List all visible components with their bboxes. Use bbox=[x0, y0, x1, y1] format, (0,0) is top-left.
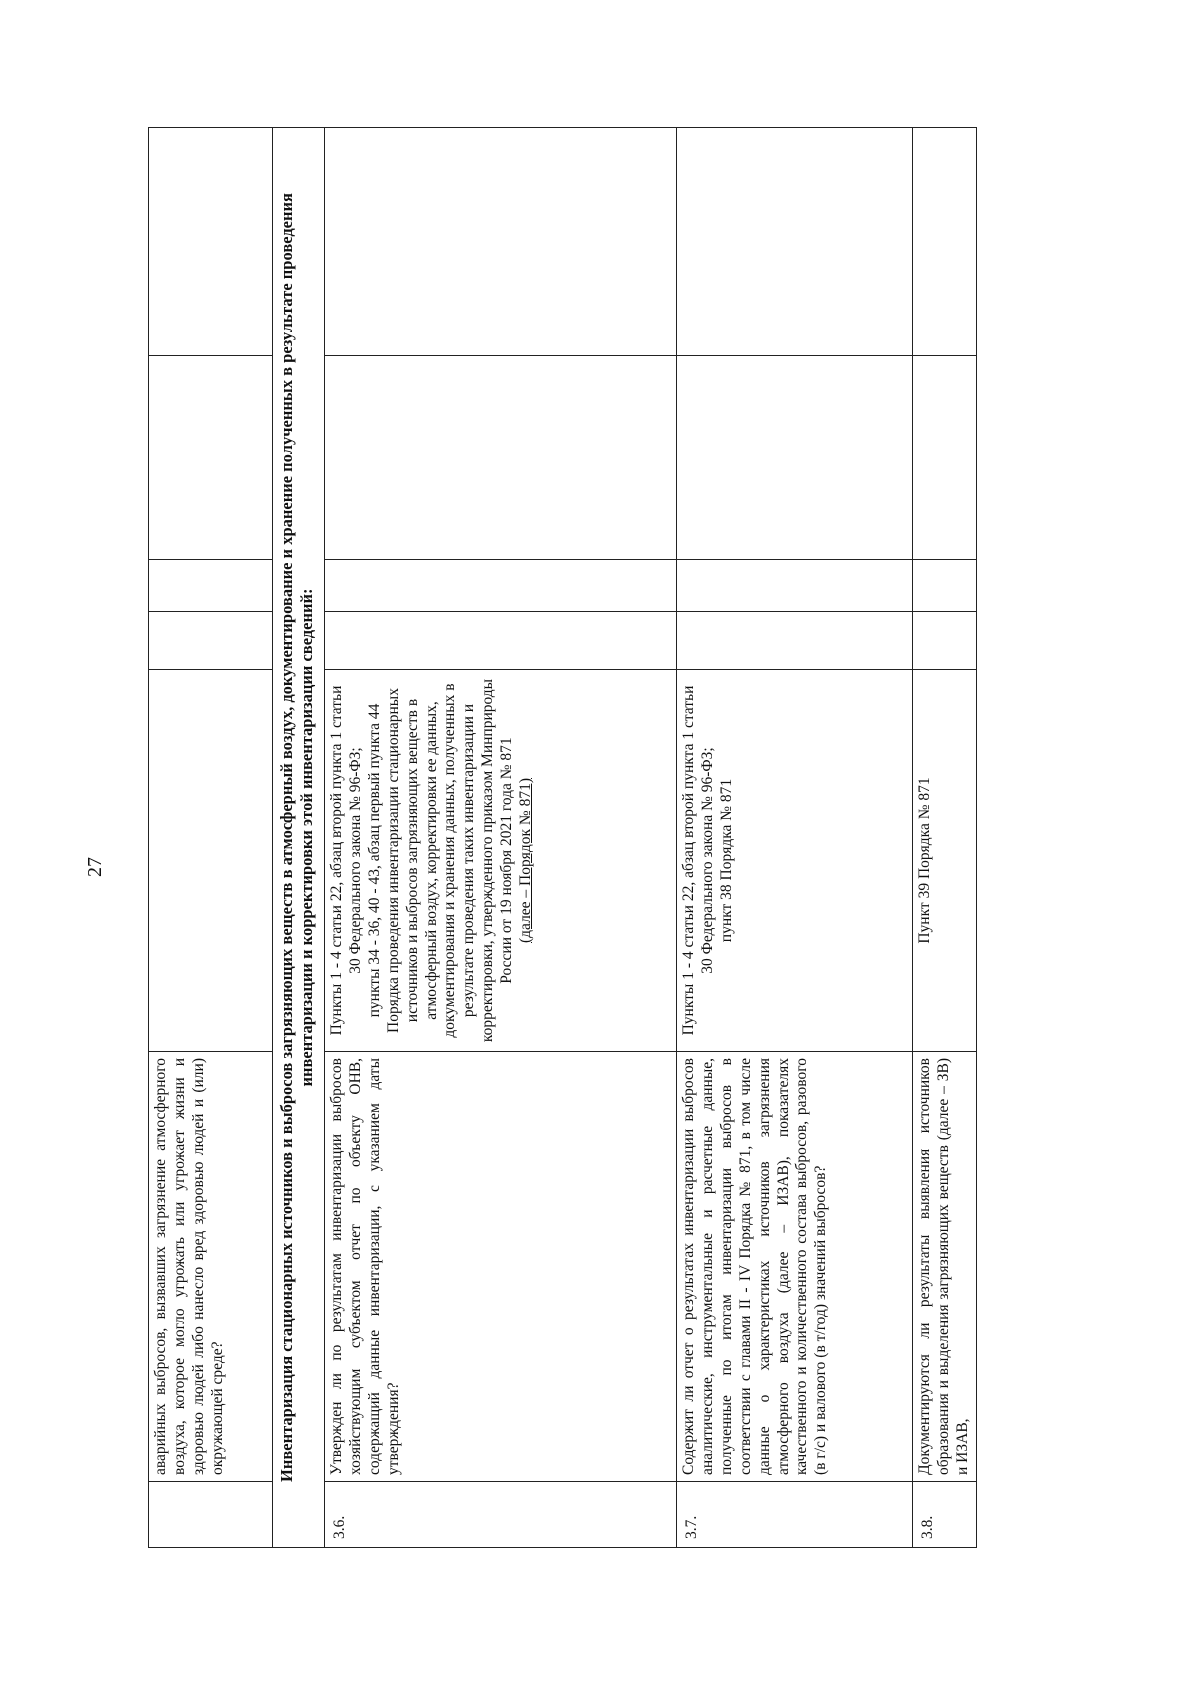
cell-empty bbox=[913, 128, 977, 356]
cell-empty bbox=[913, 612, 977, 670]
cell-empty bbox=[149, 560, 273, 612]
reference-line: пункт 38 Порядка № 871 bbox=[717, 778, 735, 943]
table-row-continuation bbox=[149, 128, 273, 1548]
row-number: 3.7. bbox=[677, 1482, 913, 1548]
section-heading: Инвентаризация стационарных источников и выбросов загрязняющих веществ в атмосферный воздух, документирование и хранение полученных в результате проведения инвентаризации и корректировки этой инвентаризации сведений: bbox=[273, 128, 325, 1548]
section-heading-row bbox=[273, 128, 325, 1548]
cell-empty bbox=[677, 612, 913, 670]
checklist-table bbox=[148, 127, 977, 1548]
cell-num-empty bbox=[149, 1482, 273, 1548]
cell-empty bbox=[677, 560, 913, 612]
table-row bbox=[325, 128, 677, 1548]
row-legal-reference bbox=[325, 670, 677, 1052]
row-question: Содержит ли отчет о результатах инвентаризации выбросов аналитические, инструментальные и расчетные данные, полученные по итогам инвентаризации выбросов в соответствии с главами II - IV Порядка № 871, в том числе данные о характеристиках источников загрязнения атмосферного воздуха (далее – ИЗАВ), показателях качественного и количественного состава выбросов, разового (в г/с) и валового (в т/год) значений выбросов? bbox=[677, 1052, 913, 1482]
reference-line: Пункт 39 Порядка № 871 bbox=[916, 777, 933, 944]
cell-empty bbox=[677, 356, 913, 560]
reference-line: Пункты 1 - 4 статьи 22, абзац второй пункта 1 статьи 30 Федерального закона № 96-ФЗ; bbox=[680, 685, 716, 1036]
cell-empty bbox=[325, 128, 677, 356]
reference-line: Пункты 1 - 4 статьи 22, абзац второй пункта 1 статьи 30 Федерального закона № 96-ФЗ; bbox=[328, 685, 364, 1036]
row-legal-reference bbox=[913, 670, 977, 1052]
row-number: 3.6. bbox=[325, 1482, 677, 1548]
cell-empty bbox=[325, 560, 677, 612]
table-row bbox=[913, 128, 977, 1548]
row-question: Документируются ли результаты выявления источников образования и выделения загрязняющих веществ (далее – ЗВ) и ИЗАВ, bbox=[913, 1052, 977, 1482]
cell-empty bbox=[913, 560, 977, 612]
reference-line: пункты 34 - 36, 40 - 43, абзац первый пункта 44 Порядка проведения инвентаризации стационарных источников и выбросов загрязняющих веществ в атмосферный воздух, корректировки ее данных, документирования и хранения данных, полученных в результате проведения таких инвентаризации и корректировки, утвержденного приказом Минприроды России от 19 ноября 2021 года № 871 bbox=[365, 678, 516, 1043]
cell-empty bbox=[913, 356, 977, 560]
reference-line: (далее – Порядок № 871) bbox=[517, 778, 535, 943]
page-number: 27 bbox=[84, 857, 106, 877]
cell-empty bbox=[677, 128, 913, 356]
row-legal-reference bbox=[677, 670, 913, 1052]
table-row bbox=[677, 128, 913, 1548]
rotated-table-sheet bbox=[148, 128, 1024, 1548]
cell-empty bbox=[325, 356, 677, 560]
cell-empty bbox=[325, 612, 677, 670]
cell-empty bbox=[149, 612, 273, 670]
row-number: 3.8. bbox=[913, 1482, 977, 1548]
cell-empty bbox=[149, 128, 273, 356]
cell-empty bbox=[149, 356, 273, 560]
row-question: Утвержден ли по результатам инвентаризации выбросов хозяйствующим субъектом отчет по объекту ОНВ, содержащий данные инвентаризации, с указанием даты утверждения? bbox=[325, 1052, 677, 1482]
cell-empty bbox=[149, 670, 273, 1052]
continuation-question: аварийных выбросов, вызвавших загрязнение атмосферного воздуха, которое могло угрожать или угрожает жизни и здоровью людей либо нанесло вред здоровью людей и (или) окружающей среде? bbox=[149, 1052, 273, 1482]
